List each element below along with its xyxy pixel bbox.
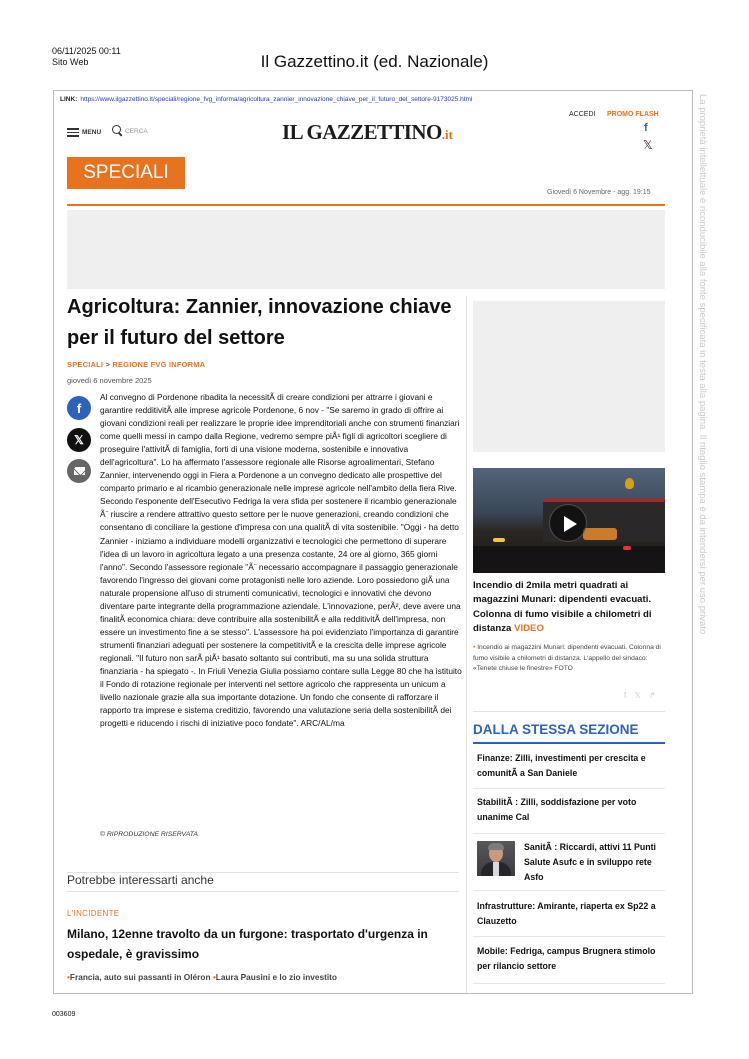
section-item-divider [473,833,665,834]
copyright-notice: © RIPRODUZIONE RISERVATA [100,831,198,838]
search-icon [112,125,123,137]
section-item-divider [473,936,665,937]
section-item-divider [473,983,665,984]
video-headline[interactable] [473,579,665,636]
search-placeholder: CERCA [125,127,148,135]
same-section-rule [473,742,665,744]
article-url[interactable]: https://www.ilgazzettino.it/speciali/regione_fvg_informa/agricoltura_zannier_innovazione_chiave_per_il_futuro_del_settore-9173025.html [80,96,473,103]
bullet: • [67,972,70,982]
footer-code: 003609 [52,1011,76,1018]
bullet: • [212,972,216,982]
hamburger-icon [67,128,79,137]
thumb-person-shirt [493,862,499,876]
video-thumbnail[interactable] [473,468,665,573]
article-title: Agricoltura: Zannier, innovazione chiave per il futuro del settore [67,296,452,349]
play-icon[interactable] [549,504,587,542]
section-item-divider [473,890,665,891]
section-item[interactable]: Mobile: Fedriga, campus Brugnera stimolo per rilancio settore [477,946,656,971]
section-item[interactable]: Infrastrutture: Amirante, riaperta ex Sp22 a Clauzetto [477,901,656,926]
copyright-watermark: La proprietà intellettuale è riconducibile alla fonte specificata in testa alla pagina. Il ritaglio stampa è da intendersi per uso privato [697,94,708,634]
video-label: VIDEO [514,622,544,634]
share-facebook-icon[interactable]: f [67,396,91,420]
envelope-icon [74,467,85,475]
bullet: • [473,644,476,651]
firefighters-logo [625,478,634,489]
photo-tag: FOTO [554,665,573,673]
facebook-icon[interactable]: f [644,122,648,134]
side-related-text: Incendio ai magazzini Munari: dipendenti evacuati. Colonna di fumo visibile a chilometri di distanza. L'appello del sindaco: «Tenete chiuse le finestre» [473,644,661,673]
story-related-link[interactable]: Francia, auto sui passanti in Oléron [69,972,211,982]
column-divider [466,296,467,994]
press-datetime: 06/11/2025 00:11 [52,46,121,56]
promo-flash-link[interactable]: PROMO FLASH [607,111,659,118]
article-date: giovedì 6 novembre 2025 [67,376,152,385]
press-source-type: Sito Web [52,57,89,67]
search-button[interactable] [112,125,148,137]
header-divider [67,204,665,206]
side-related-link[interactable] [473,643,663,675]
thumb-person-hair [488,843,504,850]
share-icons[interactable]: f 𝕏 ↱ [624,691,659,700]
thumb-road [473,546,665,573]
story-headline[interactable]: Milano, 12enne travolto da un furgone: trasportato d'urgenza in ospedale, è gravissimo [67,927,428,961]
menu-button[interactable] [67,128,101,137]
article-body: Al convegno di Pordenone ribadita la necessitÃ di creare condizioni per attrarre i giovani e garantire redditivitÃ alle imprese agricole Pordenone, 6 nov - "Se saremo in grado di offrire ai giovani condizioni reali per realizzare le proprie idee imprenditoriali anche con strumenti finanziari come quelli messi in campo dalla Regione, vedremo sempre piÃ¹ figli di agricoltori scegliere di proseguire l'attivitÃ di famiglia, forti di una visione moderna, sostenibile e innovativa dell'agricoltura". Lo ha affermato l'assessore regionale alle Risorse agroalimentari, Stefano Zannier, intervenendo oggi in Fiera a Pordenone a un convegno dedicato alle prospettive del comparto primario e al ricambio generazionale nelle imprese agricole nell'ambito della fiera Rive. Secondo l'esponente dell'Esecutivo Fedriga la vera sfida per sostenere il ricambio generazionale Ã¨ riuscire a rendere attrattivo questo settore per le nuove generazioni, creando condizioni che consentano di conciliare la gestione d'impresa con una qualitÃ di vita sostenibile. "Oggi - ha detto Zannier - iniziamo a individuare modelli organizzativi e tecnologici che permettono di superare l'idea di un lavoro in agricoltura legato a una presenza costante, 24 ore al giorno, 365 giorni l'anno". Secondo l'assessore regionale "Ã¨ necessario accompagnare il passaggio generazionale favorendo l'ingresso dei giovani come protagonisti nelle loro aziende. Loro possiedono giÃ una naturale propensione all'uso di strumenti comunicativi, tecnologici e innovativi che devono diventare parte integrante della programmazione aziendale. L'innovazione, perÃ², deve avere una finalitÃ economica chiara: deve contribuire alla sostenibilitÃ e alla redditivitÃ dell'impresa, non essere un investimento fine a se stesso". L'assessore ha poi evidenziato l'importanza di garantire strumenti finanziari adeguati per sostenere la competitivitÃ e la crescita delle imprese agricole regionali. "Il futuro non sarÃ piÃ¹ basato soltanto sui contributi, ma su una solida struttura finanziaria - ha spiegato -. In Friuli Venezia Giulia possiamo contare sulla Legge 80 che ha istituito il Fondo di rotazione regionale per interventi nel settore agricolo che rappresenta un unicum a livello nazionale grazie alla sua importante dotazione. Un fondo che consente di rafforzare il rapporto tra imprese e sistema creditizio, favorendo una valutazione seria della sostenibilitÃ dei progetti e riducendo i rischi di iniziative poco fondate". ARC/AL/ma [100,392,462,729]
breadcrumb-regione[interactable]: REGIONE FVG INFORMA [112,360,206,369]
breadcrumb-speciali[interactable]: SPECIALI [67,360,104,369]
more-divider [67,891,459,892]
share-x-icon[interactable]: 𝕏 [67,428,91,452]
logo-main: IL GAZZETTINO [282,120,442,144]
video-headline-text: Incendio di 2mila metri quadrati ai magazzini Munari: dipendenti evacuati. Colonna di fumo visibile a chilometri di distanza [473,580,652,634]
section-item[interactable]: Finanze: Zilli, investimenti per crescita e comunitÃ a San Daniele [477,753,646,778]
story-related-links [67,972,467,982]
section-item[interactable]: SanitÃ : Riccardi, attivi 11 Punti Salute Asufc e in sviluppo rete Asfo [524,842,656,882]
publication-title: Il Gazzettino.it (ed. Nazionale) [260,52,489,71]
story-kicker: L'INCIDENTE [67,909,120,918]
sidebar-divider [473,711,665,712]
section-item-divider [473,788,665,789]
article-thumbnail[interactable] [477,841,515,876]
breadcrumb [67,360,205,369]
logo-suffix: .it [441,127,453,142]
same-section-title: DALLA STESSA SEZIONE [473,722,639,737]
menu-label: MENU [82,129,102,136]
link-label: LINK: [60,96,78,103]
webpage-capture [53,90,693,994]
story-related-link[interactable]: Laura Pausini e lo zio investito [215,972,338,982]
login-link[interactable]: ACCEDI [569,111,596,118]
more-title: Potrebbe interessarti anche [67,873,214,887]
ad-banner-side [473,301,665,452]
thumb-light [493,538,505,542]
x-twitter-icon[interactable]: 𝕏 [643,138,653,152]
breadcrumb-separator: > [103,360,113,369]
site-logo[interactable] [282,120,453,145]
date-update: Giovedì 6 Novembre - agg. 19:15 [547,189,651,196]
thumb-light [583,528,617,540]
section-item[interactable]: StabilitÃ : Zilli, soddisfazione per voto unanime Cal [477,797,637,822]
thumb-light [623,546,631,550]
share-email-icon[interactable] [67,459,91,483]
ad-banner-top [67,210,665,289]
section-tag[interactable]: SPECIALI [67,157,185,189]
link-line [60,96,472,103]
